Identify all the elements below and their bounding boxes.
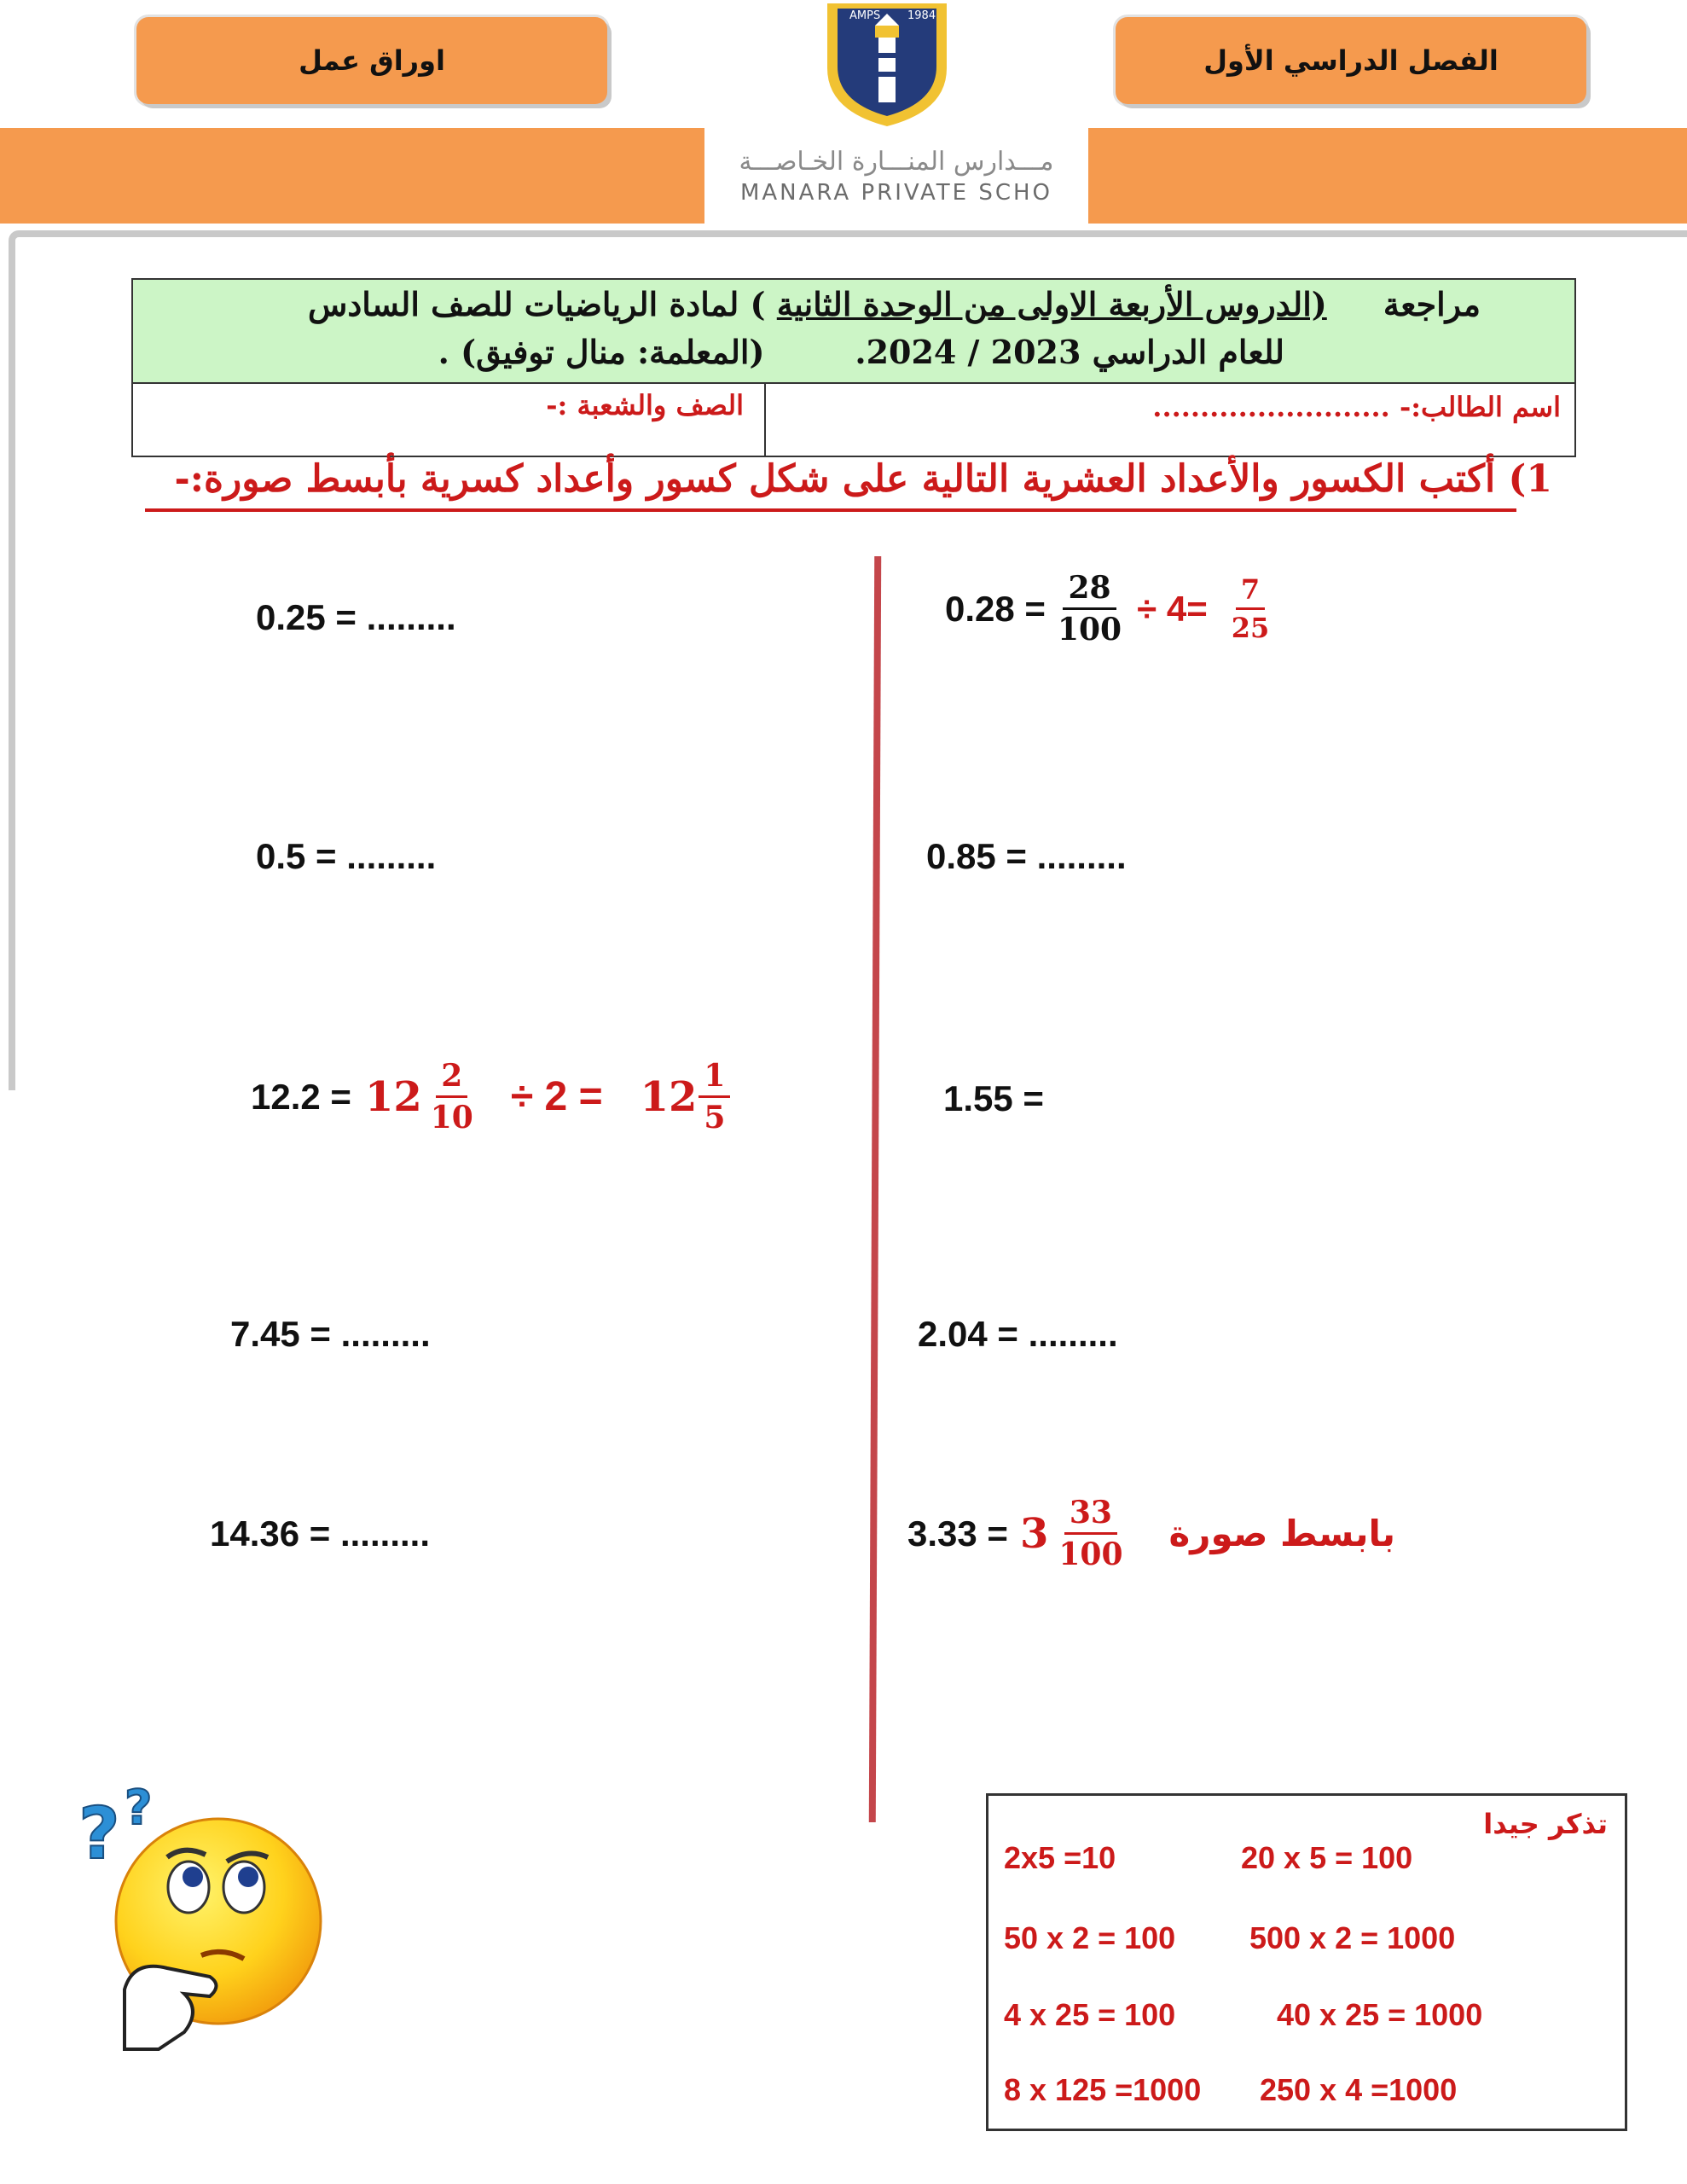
numerator: 2 bbox=[436, 1058, 467, 1098]
remember-fact: 2x5 =10 bbox=[1004, 1840, 1116, 1875]
exercise-1-55: 1.55 = bbox=[943, 1078, 1044, 1118]
semester-tab-label: الفصل الدراسي الأول bbox=[1203, 44, 1499, 77]
numerator: 28 bbox=[1063, 570, 1116, 610]
class-section-field[interactable]: الصف والشعبة :- bbox=[546, 389, 744, 421]
school-name-arabic: مـــدارس المنـــارة الخـاصـــة bbox=[739, 146, 1054, 177]
denominator: 100 bbox=[1057, 612, 1122, 648]
answer-fraction bbox=[1226, 573, 1275, 644]
exercise-0-28 bbox=[945, 570, 1281, 648]
remember-box bbox=[986, 1793, 1627, 2131]
svg-text:?: ? bbox=[125, 1780, 153, 1836]
title-line-1 bbox=[308, 285, 1481, 323]
operation: ÷ 2 = bbox=[510, 1074, 603, 1119]
title-box-green bbox=[133, 280, 1574, 384]
remember-fact: 8 x 125 =1000 bbox=[1004, 2072, 1202, 2107]
title-teacher: (المعلمة: منال توفيق) . bbox=[438, 333, 765, 371]
remember-fact: 20 x 5 = 100 bbox=[1241, 1840, 1413, 1875]
thinking-emoji-icon bbox=[73, 1776, 329, 2058]
remember-fact: 4 x 25 = 100 bbox=[1004, 1997, 1176, 2032]
question-1-underline bbox=[145, 508, 1516, 512]
exercise-0-25: 0.25 = ......... bbox=[256, 597, 456, 637]
numerator: 33 bbox=[1064, 1495, 1117, 1535]
whole-number: 12 bbox=[364, 1072, 422, 1121]
title-lessons: (الدروس الأربعة الاولى من الوحدة الثانية bbox=[776, 285, 1327, 323]
denominator: 100 bbox=[1058, 1536, 1123, 1572]
title-line-2 bbox=[438, 333, 1284, 371]
student-name-field[interactable]: اسم الطالب:- ......................... bbox=[1152, 391, 1561, 423]
exercise-lhs: 12.2 = bbox=[251, 1076, 351, 1117]
remember-fact: 250 x 4 =1000 bbox=[1260, 2072, 1458, 2107]
answer-fraction bbox=[699, 1058, 730, 1136]
fraction bbox=[426, 1058, 478, 1136]
remember-fact: 40 x 25 = 1000 bbox=[1277, 1997, 1483, 2032]
title-box-divider bbox=[764, 384, 766, 456]
worksheets-tab bbox=[136, 17, 607, 104]
logo-badge-text: AMPS bbox=[849, 9, 881, 22]
exercise-0-85: 0.85 = ......... bbox=[926, 836, 1127, 876]
simplest-form-note: بابسط صورة bbox=[1168, 1513, 1396, 1554]
exercise-7-45: 7.45 = ......... bbox=[230, 1314, 431, 1354]
exercise-2-04: 2.04 = ......... bbox=[918, 1314, 1118, 1354]
answer-whole: 12 bbox=[640, 1072, 698, 1121]
denominator: 10 bbox=[430, 1100, 473, 1136]
exercise-12-2 bbox=[251, 1058, 737, 1136]
whole-number: 3 bbox=[1019, 1509, 1049, 1558]
title-subject: ) لمادة الرياضيات للصف السادس bbox=[307, 285, 766, 323]
school-name-box bbox=[704, 128, 1088, 224]
school-logo-icon bbox=[819, 0, 955, 128]
remember-title: تذكر جيدا bbox=[1483, 1808, 1608, 1840]
operation: ÷ 4= bbox=[1137, 588, 1208, 629]
exercise-lhs: 0.28 = bbox=[945, 588, 1046, 629]
title-year: للعام الدراسي 2023 / 2024. bbox=[855, 333, 1284, 371]
exercise-lhs: 3.33 = bbox=[907, 1513, 1008, 1554]
numerator: 7 bbox=[1236, 573, 1265, 610]
logo-badge-year: 1984 bbox=[907, 9, 936, 22]
svg-text:?: ? bbox=[78, 1792, 120, 1875]
denominator: 5 bbox=[704, 1100, 726, 1136]
worksheets-tab-label: اوراق عمل bbox=[299, 44, 445, 77]
title-box bbox=[131, 278, 1576, 457]
remember-fact: 50 x 2 = 100 bbox=[1004, 1920, 1176, 1955]
numerator: 1 bbox=[699, 1058, 730, 1098]
semester-tab bbox=[1116, 17, 1586, 104]
school-name-english: MANARA PRIVATE SCHO bbox=[739, 179, 1053, 206]
title-prefix: مراجعة bbox=[1383, 285, 1481, 323]
question-1-text: 1) أكتب الكسور والأعداد العشرية التالية على شكل كسور وأعداد كسرية بأبسط صورة:- bbox=[174, 457, 1552, 501]
remember-fact: 500 x 2 = 1000 bbox=[1249, 1920, 1456, 1955]
exercise-14-36: 14.36 = ......... bbox=[210, 1513, 430, 1554]
exercise-3-33 bbox=[907, 1495, 1395, 1572]
fraction bbox=[1053, 1495, 1128, 1572]
fraction bbox=[1052, 570, 1127, 648]
denominator: 25 bbox=[1231, 612, 1270, 644]
exercise-0-5: 0.5 = ......... bbox=[256, 836, 437, 876]
